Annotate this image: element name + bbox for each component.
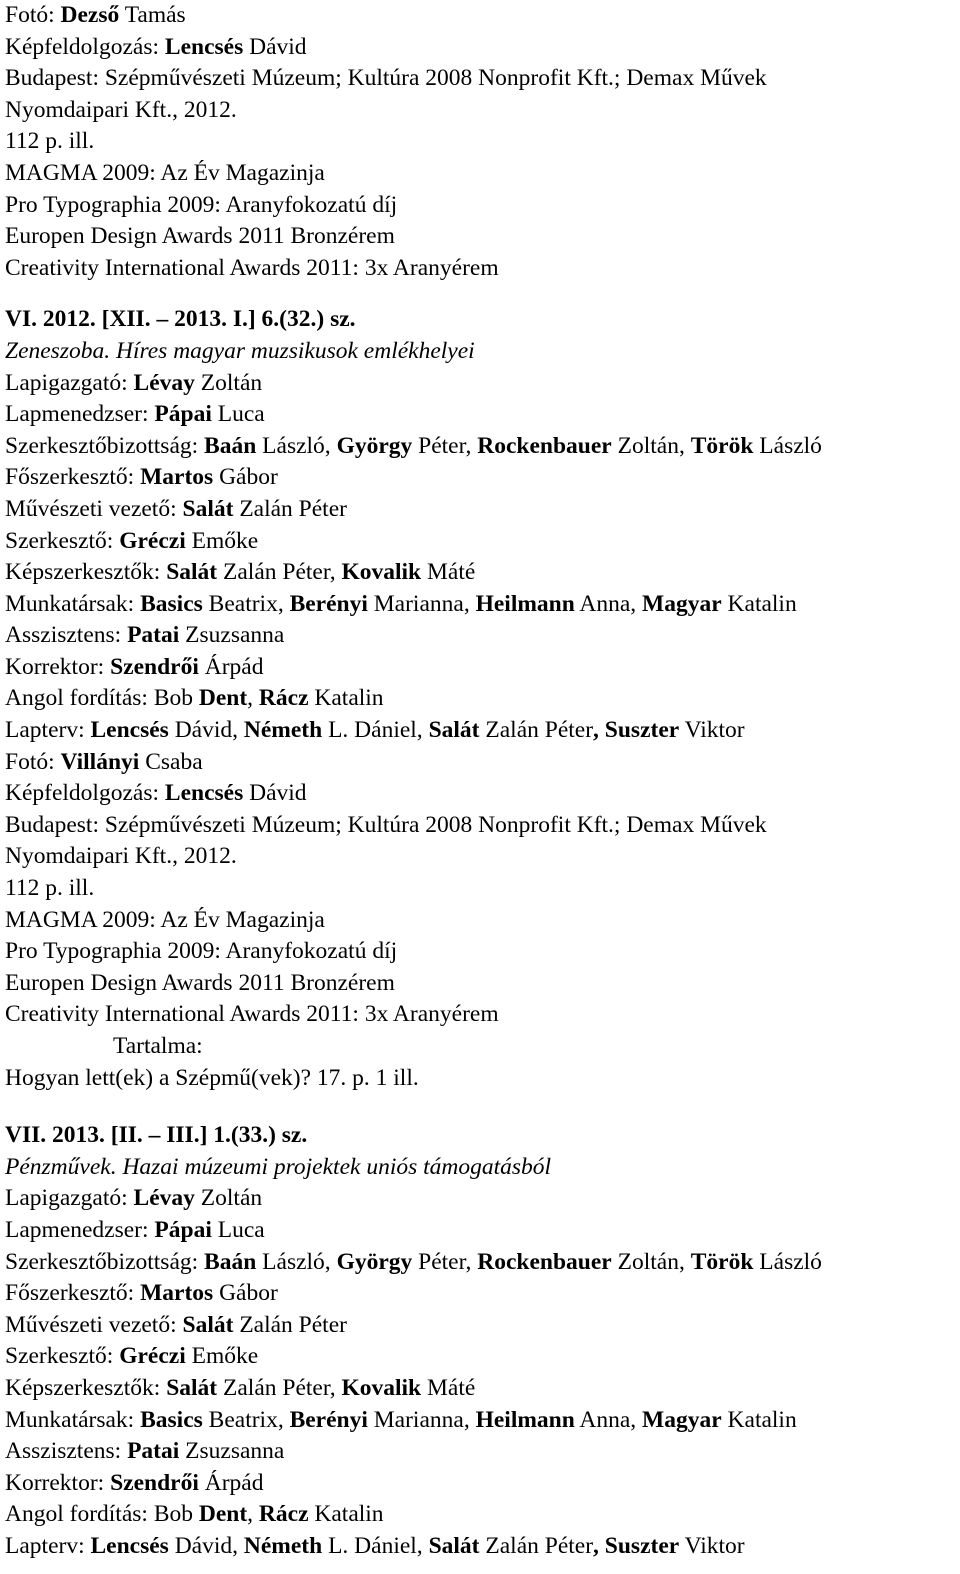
- text-line: [5, 1310, 960, 1342]
- bold-text: Heilmann: [475, 590, 575, 617]
- text-line: [5, 683, 960, 715]
- text-segment: Képszerkesztők:: [5, 1374, 167, 1401]
- bold-text: Rockenbauer: [477, 1248, 612, 1275]
- bold-text: György: [336, 432, 413, 459]
- text-segment: ,: [247, 1501, 259, 1528]
- text-line: [5, 431, 960, 463]
- bold-text: Basics: [140, 590, 203, 617]
- text-segment: Árpád: [198, 653, 264, 680]
- text-segment: Europen Design Awards 2011 Bronzérem: [5, 223, 395, 250]
- text-segment: Tamás: [119, 2, 186, 28]
- text-line: [5, 747, 960, 779]
- text-segment: Anna,: [574, 1406, 643, 1433]
- text-segment: Pro Typographia 2009: Aranyfokozatú díj: [5, 191, 398, 218]
- text-segment: Főszerkesztő:: [5, 464, 141, 491]
- bold-text: Lencsés: [90, 1532, 169, 1559]
- text-segment: Creativity International Awards 2011: 3x Aranyérem: [5, 1001, 499, 1028]
- text-segment: MAGMA 2009: Az Év Magazinja: [5, 159, 325, 186]
- bold-text: Salát: [182, 495, 234, 522]
- bold-text: Martos: [140, 464, 214, 491]
- bold-text: Gréczi: [119, 1343, 186, 1370]
- text-segment: Anna,: [574, 590, 643, 617]
- bold-text: Pápai: [154, 401, 212, 428]
- text-segment: Zalán Péter,: [217, 559, 342, 586]
- text-segment: Fotó:: [5, 2, 61, 28]
- text-segment: Máté: [421, 1374, 476, 1401]
- text-segment: Nyomdaipari Kft., 2012.: [5, 96, 237, 123]
- text-segment: Zsuzsanna: [179, 622, 285, 649]
- text-line: [5, 589, 960, 621]
- text-segment: MAGMA 2009: Az Év Magazinja: [5, 906, 325, 933]
- bold-text: Salát: [428, 1532, 480, 1559]
- block-spacer: [5, 1094, 960, 1120]
- text-line: [5, 1436, 960, 1468]
- text-line: [5, 1063, 960, 1095]
- text-segment: ,: [247, 685, 259, 712]
- text-segment: Zoltán,: [611, 1248, 691, 1275]
- text-segment: Luca: [211, 401, 265, 428]
- bold-text: Magyar: [642, 590, 722, 617]
- text-line: [5, 190, 960, 222]
- text-segment: Korrektor:: [5, 1469, 111, 1496]
- text-line: [5, 557, 960, 589]
- text-segment: Luca: [211, 1216, 265, 1243]
- issue-entry-vi-2012: [5, 304, 960, 1094]
- bold-text: Villányi: [60, 748, 140, 775]
- block-spacer: [5, 284, 960, 304]
- text-line: [5, 462, 960, 494]
- text-line: [5, 652, 960, 684]
- text-segment: Munkatársak:: [5, 1406, 141, 1433]
- text-segment: Katalin: [721, 1406, 797, 1433]
- bold-text: Salát: [166, 559, 218, 586]
- text-segment: Péter,: [412, 1248, 478, 1275]
- text-segment: Művészeti vezető:: [5, 1311, 183, 1338]
- text-segment: Péter,: [412, 432, 478, 459]
- text-segment: Pro Typographia 2009: Aranyfokozatú díj: [5, 938, 398, 965]
- text-line: [5, 873, 960, 905]
- text-line: [5, 620, 960, 652]
- text-segment: Zoltán,: [611, 432, 691, 459]
- text-line: [5, 126, 960, 158]
- bold-text: Rácz: [258, 1501, 309, 1528]
- bold-text: Baán: [204, 432, 257, 459]
- text-segment: Főszerkesztő:: [5, 1280, 141, 1307]
- text-segment: Lapmenedzser:: [5, 401, 155, 428]
- text-segment: Máté: [421, 559, 476, 586]
- text-line: [5, 968, 960, 1000]
- text-line: [5, 841, 960, 873]
- text-line: [5, 1468, 960, 1500]
- bold-text: VI. 2012. [XII. – 2013. I.] 6.(32.) sz.: [5, 306, 356, 333]
- text-segment: Szerkesztő:: [5, 1343, 120, 1370]
- bold-text: Patai: [127, 1438, 180, 1465]
- text-segment: Zalán Péter: [479, 1532, 594, 1559]
- bold-text: Pápai: [154, 1216, 212, 1243]
- text-segment: Creativity International Awards 2011: 3x Aranyérem: [5, 254, 499, 281]
- text-line: [5, 304, 960, 336]
- text-segment: Nyomdaipari Kft., 2012.: [5, 843, 237, 870]
- bold-text: Salát: [182, 1311, 234, 1338]
- text-segment: L. Dániel,: [322, 1532, 429, 1559]
- text-segment: Tartalma:: [113, 1033, 203, 1059]
- text-line: [5, 221, 960, 253]
- bold-text: Dent: [198, 685, 248, 712]
- text-line: [5, 1373, 960, 1405]
- text-segment: Művészeti vezető:: [5, 495, 183, 522]
- text-segment: László: [753, 432, 822, 459]
- text-segment: László,: [256, 1248, 337, 1275]
- bold-text: Dent: [198, 1501, 248, 1528]
- text-line: [5, 253, 960, 285]
- text-line: [5, 1120, 960, 1152]
- bold-text: Németh: [243, 1532, 323, 1559]
- text-segment: Lapigazgató:: [5, 369, 134, 396]
- text-segment: Beatrix,: [202, 590, 290, 617]
- bold-text: Lencsés: [164, 780, 244, 807]
- italic-title: Pénzművek. Hazai múzeumi projektek uniós támogatásból: [5, 1153, 552, 1180]
- bold-text: Patai: [127, 622, 180, 649]
- text-segment: Emőke: [185, 1343, 259, 1370]
- text-segment: Katalin: [308, 1501, 384, 1528]
- bold-text: Heilmann: [475, 1406, 575, 1433]
- text-line: [5, 63, 960, 95]
- bold-text: Gréczi: [119, 527, 186, 554]
- bold-text: Lencsés: [164, 33, 244, 60]
- bold-text: Török: [690, 1248, 754, 1275]
- bold-text: Kovalik: [341, 559, 422, 586]
- bold-text: Rockenbauer: [477, 432, 612, 459]
- text-segment: Europen Design Awards 2011 Bronzérem: [5, 969, 395, 996]
- text-segment: László,: [256, 432, 337, 459]
- text-segment: Beatrix,: [202, 1406, 290, 1433]
- text-segment: Csaba: [139, 748, 203, 775]
- text-segment: Zalán Péter: [233, 1311, 347, 1338]
- issue-entry-vii-2013: [5, 1120, 960, 1562]
- text-segment: Képfeldolgozás:: [5, 33, 165, 60]
- text-line: [5, 95, 960, 127]
- text-segment: Asszisztens:: [5, 1438, 128, 1465]
- text-line: [5, 999, 960, 1031]
- bold-text: Németh: [243, 717, 323, 744]
- text-line: [5, 1152, 960, 1184]
- bold-text: VII. 2013. [II. – III.] 1.(33.) sz.: [5, 1122, 308, 1149]
- text-segment: 112 p. ill.: [5, 128, 95, 155]
- text-segment: Marianna,: [367, 590, 476, 617]
- text-line: [5, 1031, 960, 1063]
- bold-text: Dezső: [60, 2, 120, 28]
- text-line: [5, 1278, 960, 1310]
- text-segment: Képfeldolgozás:: [5, 780, 165, 807]
- text-line: [5, 494, 960, 526]
- bold-text: Lévay: [133, 1185, 195, 1212]
- text-segment: Árpád: [198, 1469, 264, 1496]
- text-line: [5, 1499, 960, 1531]
- text-segment: László: [753, 1248, 822, 1275]
- text-segment: Viktor: [679, 1532, 745, 1559]
- text-segment: Szerkesztőbizottság:: [5, 432, 205, 459]
- text-segment: Dávid: [243, 780, 307, 807]
- text-segment: Marianna,: [367, 1406, 476, 1433]
- text-segment: Zsuzsanna: [179, 1438, 285, 1465]
- bold-text: Berényi: [289, 590, 368, 617]
- bold-text: György: [336, 1248, 413, 1275]
- text-line: [5, 1215, 960, 1247]
- text-segment: Lapigazgató:: [5, 1185, 134, 1212]
- text-line: [5, 158, 960, 190]
- bold-text: Lencsés: [90, 717, 169, 744]
- bold-text: Baán: [204, 1248, 257, 1275]
- bold-text: Lévay: [133, 369, 195, 396]
- text-line: [5, 1405, 960, 1437]
- text-line: [5, 526, 960, 558]
- bold-text: Szendrői: [110, 1469, 199, 1496]
- text-segment: Munkatársak:: [5, 590, 141, 617]
- italic-title: Zeneszoba. Híres magyar muzsikusok emlékhelyei: [5, 337, 475, 364]
- bold-text: Kovalik: [341, 1374, 422, 1401]
- text-segment: Szerkesztőbizottság:: [5, 1248, 205, 1275]
- text-segment: Lapterv:: [5, 1532, 91, 1559]
- text-segment: L. Dániel,: [322, 717, 429, 744]
- text-segment: Lapmenedzser:: [5, 1216, 155, 1243]
- colophon-block-previous: [5, 0, 960, 284]
- text-segment: Emőke: [185, 527, 259, 554]
- text-segment: Zalán Péter,: [217, 1374, 342, 1401]
- text-segment: Gábor: [213, 464, 278, 491]
- text-segment: Zoltán: [194, 369, 263, 396]
- text-line: [5, 368, 960, 400]
- text-segment: Budapest: Szépművészeti Múzeum; Kultúra 2008 Nonprofit Kft.; Demax Művek: [5, 811, 767, 838]
- text-line: [5, 1341, 960, 1373]
- text-segment: Szerkesztő:: [5, 527, 120, 554]
- text-line: [5, 336, 960, 368]
- text-line: [5, 715, 960, 747]
- text-segment: Asszisztens:: [5, 622, 128, 649]
- text-line: [5, 1531, 960, 1563]
- text-line: [5, 810, 960, 842]
- bold-text: Török: [690, 432, 754, 459]
- text-segment: Hogyan lett(ek) a Szépmű(vek)? 17. p. 1 ill.: [5, 1064, 419, 1091]
- text-segment: 112 p. ill.: [5, 875, 95, 902]
- text-segment: Katalin: [308, 685, 384, 712]
- text-segment: Viktor: [679, 717, 745, 744]
- text-segment: Zoltán: [194, 1185, 263, 1212]
- text-segment: Dávid,: [168, 1532, 244, 1559]
- text-line: [5, 399, 960, 431]
- text-line: [5, 905, 960, 937]
- text-segment: Zalán Péter: [479, 717, 594, 744]
- bold-text: Rácz: [258, 685, 309, 712]
- bold-text: Salát: [428, 717, 480, 744]
- text-line: [5, 778, 960, 810]
- text-segment: Angol fordítás: Bob: [5, 685, 199, 712]
- bold-text: Salát: [166, 1374, 218, 1401]
- text-segment: Gábor: [213, 1280, 278, 1307]
- text-segment: Dávid: [243, 33, 307, 60]
- text-segment: Katalin: [721, 590, 797, 617]
- bold-text: Szendrői: [110, 653, 199, 680]
- text-line: [5, 32, 960, 64]
- text-line: [5, 936, 960, 968]
- bold-text: , Suszter: [593, 717, 680, 744]
- text-segment: Angol fordítás: Bob: [5, 1501, 199, 1528]
- text-segment: Lapterv:: [5, 717, 91, 744]
- text-line: [5, 0, 960, 32]
- bold-text: , Suszter: [593, 1532, 680, 1559]
- bold-text: Martos: [140, 1280, 214, 1307]
- text-segment: Zalán Péter: [233, 495, 347, 522]
- bold-text: Berényi: [289, 1406, 368, 1433]
- text-segment: Fotó:: [5, 748, 61, 775]
- text-segment: Budapest: Szépművészeti Múzeum; Kultúra 2008 Nonprofit Kft.; Demax Művek: [5, 65, 767, 92]
- bold-text: Basics: [140, 1406, 203, 1433]
- text-line: [5, 1247, 960, 1279]
- text-line: [5, 1183, 960, 1215]
- text-segment: Képszerkesztők:: [5, 559, 167, 586]
- text-segment: Korrektor:: [5, 653, 111, 680]
- bold-text: Magyar: [642, 1406, 722, 1433]
- text-segment: Dávid,: [168, 717, 244, 744]
